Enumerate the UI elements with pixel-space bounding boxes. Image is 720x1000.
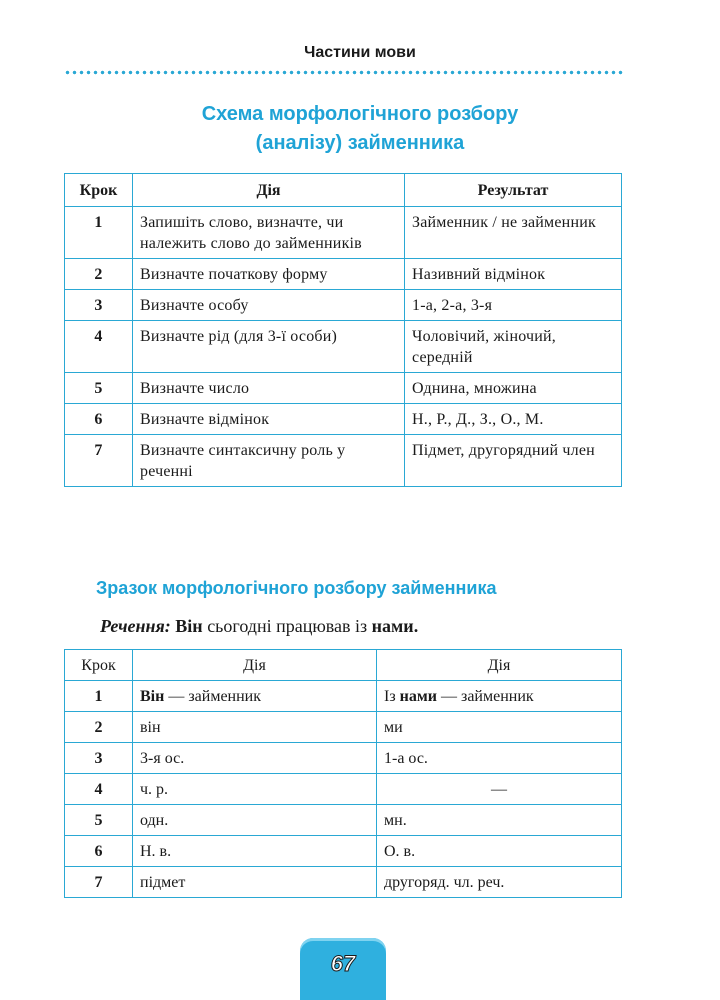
- step-result: Чоловічий, жіночий, середній: [405, 321, 622, 373]
- sentence-end: .: [413, 616, 419, 636]
- step-number: 1: [65, 681, 133, 712]
- cell-text: — займенник: [164, 687, 262, 705]
- step-number: 5: [65, 805, 133, 836]
- step-action: Визначте число: [133, 373, 405, 404]
- header-step: Крок: [65, 174, 133, 207]
- table-row: [65, 836, 622, 867]
- cell-a: одн.: [133, 805, 377, 836]
- cell-a: підмет: [133, 867, 377, 898]
- cell-a: він: [133, 712, 377, 743]
- cell-b: 1-а ос.: [377, 743, 622, 774]
- step-number: 4: [65, 321, 133, 373]
- table-row: [65, 805, 622, 836]
- header-action: Дія: [133, 174, 405, 207]
- sentence-pronoun-2: нами: [371, 616, 414, 636]
- step-number: 7: [65, 867, 133, 898]
- cell-b: другоряд. чл. реч.: [377, 867, 622, 898]
- cell-b: —: [377, 774, 622, 805]
- step-result: Однина, множина: [405, 373, 622, 404]
- cell-text: — займенник: [437, 687, 534, 705]
- page-number: 67: [330, 951, 356, 976]
- example-table: [64, 649, 622, 898]
- step-action: Визначте особу: [133, 290, 405, 321]
- step-result: 1-а, 2-а, 3-я: [405, 290, 622, 321]
- step-number: 4: [65, 774, 133, 805]
- table-row: [65, 681, 622, 712]
- table-row: [65, 207, 622, 259]
- sentence-label: Речення:: [100, 616, 171, 636]
- step-number: 1: [65, 207, 133, 259]
- cell-b: мн.: [377, 805, 622, 836]
- step-action: Визначте початкову форму: [133, 259, 405, 290]
- cell-b: ми: [377, 712, 622, 743]
- step-result: Називний відмінок: [405, 259, 622, 290]
- header-step: Крок: [65, 650, 133, 681]
- step-action: Визначте відмінок: [133, 404, 405, 435]
- table-row: [65, 774, 622, 805]
- cell-b: О. в.: [377, 836, 622, 867]
- example-subtitle: Зразок морфологічного розбору займенника: [96, 578, 497, 598]
- page-title: [0, 100, 720, 158]
- step-action: Визначте синтаксичну роль у реченні: [133, 435, 405, 487]
- dotted-divider: [64, 70, 624, 75]
- title-line-1: Схема морфологічного розбору: [201, 103, 519, 125]
- cell-a: ч. р.: [133, 774, 377, 805]
- example-sentence: [100, 616, 418, 637]
- table-row: [65, 743, 622, 774]
- table-row: [65, 712, 622, 743]
- pronoun-word: нами: [399, 687, 437, 705]
- table-row: [65, 259, 622, 290]
- cell-a: [133, 681, 377, 712]
- table-row: [65, 867, 622, 898]
- cell-a: 3-я ос.: [133, 743, 377, 774]
- cell-b: [377, 681, 622, 712]
- step-result: Н., Р., Д., З., О., М.: [405, 404, 622, 435]
- step-number: 6: [65, 836, 133, 867]
- step-action: Запишіть слово, визначте, чи належить слово до займенників: [133, 207, 405, 259]
- pronoun-word: Він: [140, 687, 165, 705]
- table-row: [65, 404, 622, 435]
- sentence-pronoun-1: Він: [175, 616, 203, 636]
- table-header-row: [65, 650, 622, 681]
- cell-prefix: Із: [384, 687, 400, 705]
- title-line-2: (аналізу) займенника: [255, 132, 465, 154]
- step-number: 3: [65, 743, 133, 774]
- sentence-middle: сьогодні працював із: [202, 616, 372, 636]
- step-result: Підмет, другорядний член: [405, 435, 622, 487]
- scheme-table: [64, 173, 622, 487]
- step-number: 2: [65, 712, 133, 743]
- header-action-a: Дія: [133, 650, 377, 681]
- table-row: [65, 373, 622, 404]
- table-header-row: [65, 174, 622, 207]
- cell-a: Н. в.: [133, 836, 377, 867]
- page-header: Частини мови: [304, 44, 416, 61]
- table-row: [65, 321, 622, 373]
- step-result: Займенник / не займенник: [405, 207, 622, 259]
- header-action-b: Дія: [377, 650, 622, 681]
- step-number: 7: [65, 435, 133, 487]
- step-number: 6: [65, 404, 133, 435]
- table-row: [65, 290, 622, 321]
- step-number: 3: [65, 290, 133, 321]
- step-action: Визначте рід (для 3-ї особи): [133, 321, 405, 373]
- step-number: 5: [65, 373, 133, 404]
- header-result: Результат: [405, 174, 622, 207]
- table-row: [65, 435, 622, 487]
- step-number: 2: [65, 259, 133, 290]
